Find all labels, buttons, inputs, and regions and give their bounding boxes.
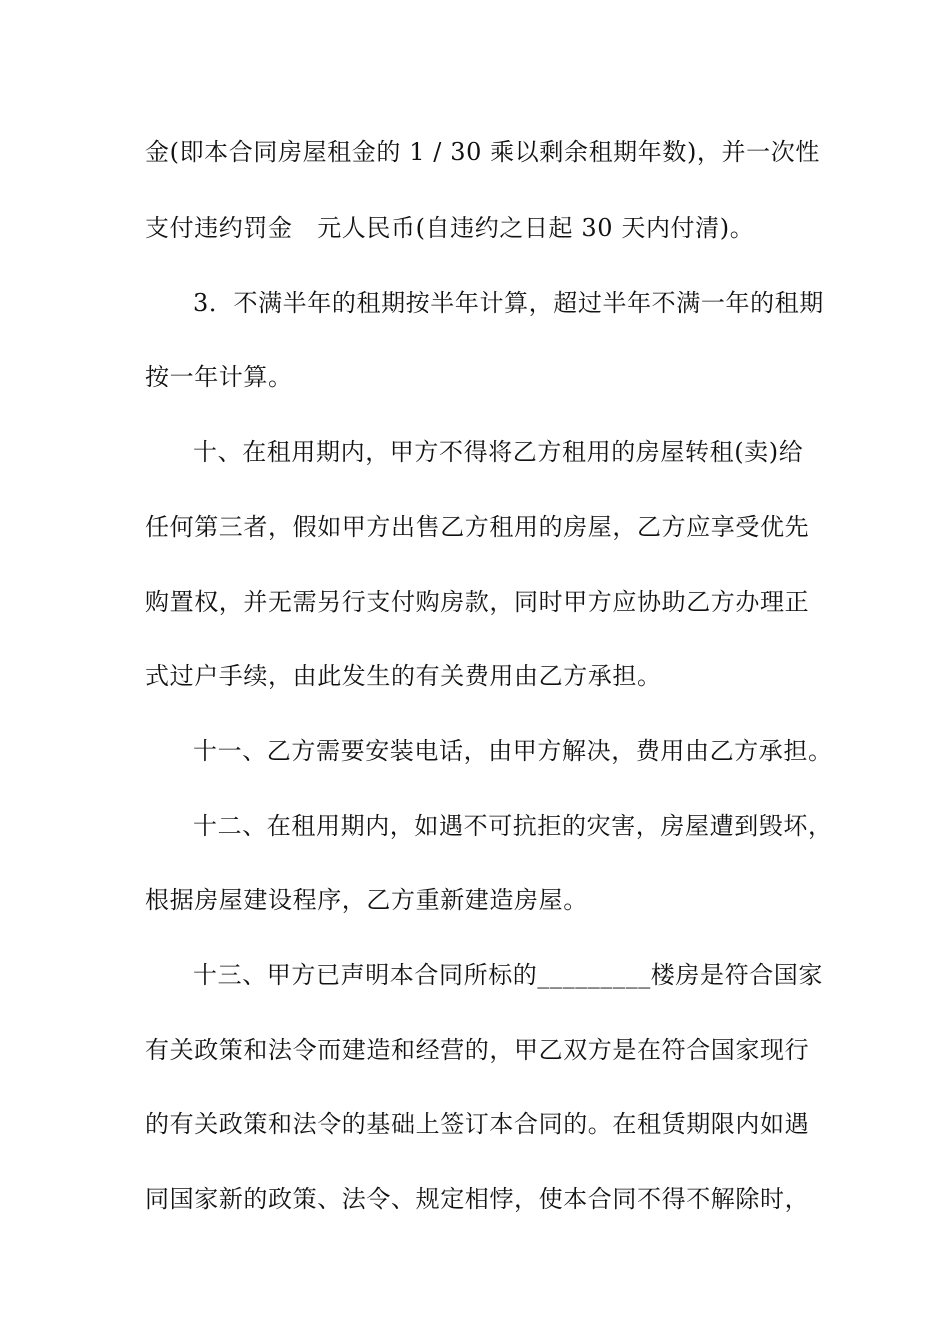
paragraph-start-line: 十、在租用期内，甲方不得将乙方租用的房屋转租(卖)给	[193, 438, 804, 466]
paragraph-start-line: 3．不满半年的租期按半年计算，超过半年不满一年的租期	[193, 289, 824, 317]
text-line: 按一年计算。	[145, 363, 293, 391]
paragraph-start-line: 十二、在租用期内，如遇不可抗拒的灾害，房屋遭到毁坏，	[193, 812, 833, 840]
paragraph-start-line: 十三、甲方已声明本合同所标的_________楼房是符合国家	[193, 961, 823, 989]
text-line: 支付违约罚金 元人民币(自违约之日起 30 天内付清)。	[145, 214, 755, 242]
text-line: 式过户手续，由此发生的有关费用由乙方承担。	[145, 662, 662, 690]
text-line: 的有关政策和法令的基础上签订本合同的。在租赁期限内如遇	[145, 1110, 810, 1138]
text-line: 同国家新的政策、法令、规定相悖，使本合同不得不解除时，	[145, 1185, 810, 1213]
text-line: 任何第三者，假如甲方出售乙方租用的房屋，乙方应享受优先	[145, 513, 810, 541]
text-line: 金(即本合同房屋租金的 1 / 30 乘以剩余租期年数)，并一次性	[145, 138, 820, 166]
text-line: 有关政策和法令而建造和经营的，甲乙双方是在符合国家现行	[145, 1036, 810, 1064]
paragraph-start-line: 十一、乙方需要安装电话，由甲方解决，费用由乙方承担。	[193, 737, 833, 765]
text-line: 根据房屋建设程序，乙方重新建造房屋。	[145, 886, 588, 914]
text-line: 购置权，并无需另行支付购房款，同时甲方应协助乙方办理正	[145, 588, 810, 616]
